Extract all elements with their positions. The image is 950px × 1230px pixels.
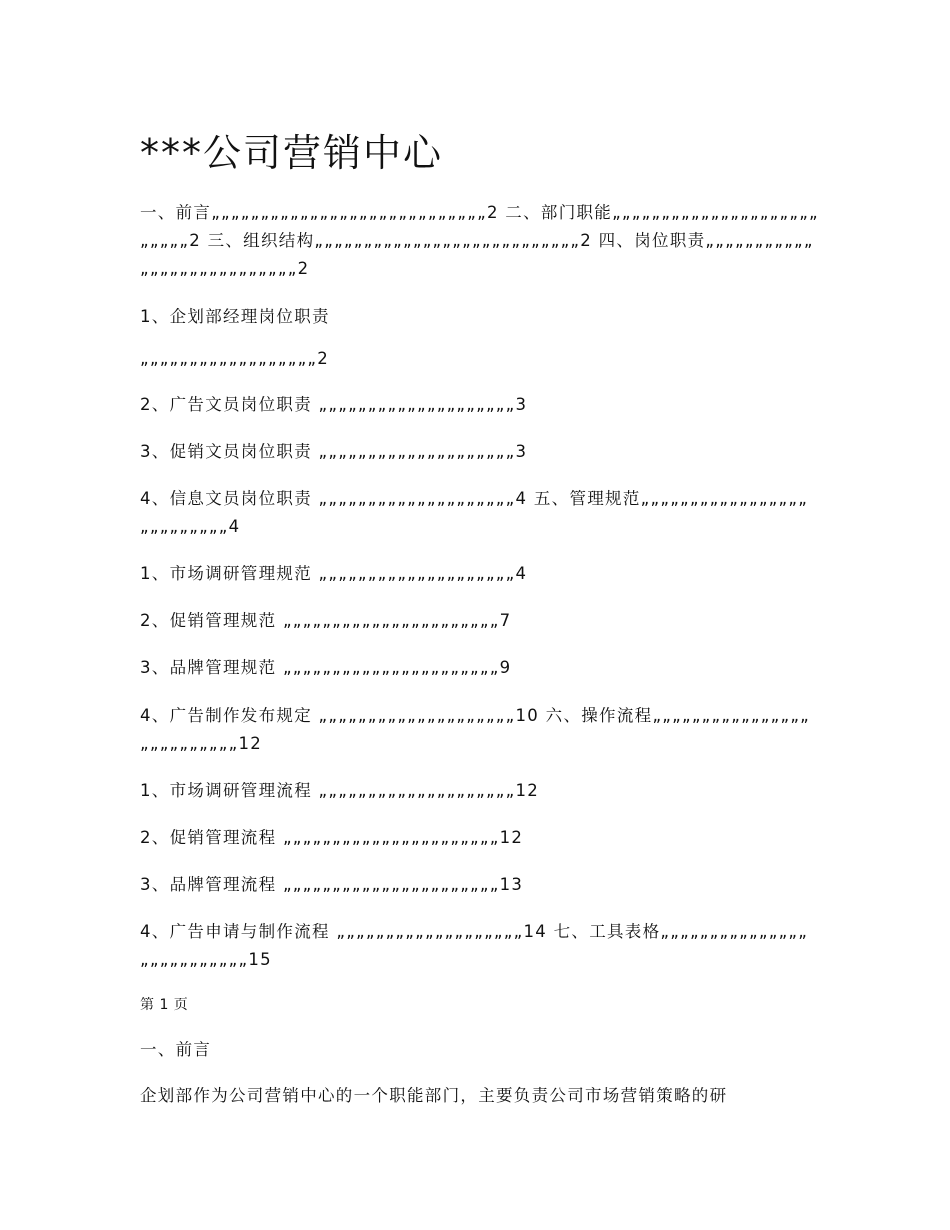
toc-line: 一、前言„„„„„„„„„„„„„„„„„„„„„„„„„„„„2 二、部门职能„„„„„„„„„„„„„„„„„„„„„	[140, 203, 819, 222]
toc-line: 1、市场调研管理流程 „„„„„„„„„„„„„„„„„„„„12	[140, 781, 540, 800]
toc-line: 2、促销管理流程 „„„„„„„„„„„„„„„„„„„„„„12	[140, 828, 524, 847]
page-number: 第 1 页	[140, 997, 189, 1013]
toc-line: 3、品牌管理规范 „„„„„„„„„„„„„„„„„„„„„„9	[140, 658, 512, 677]
toc-line: 1、企划部经理岗位职责	[140, 307, 330, 326]
toc-line: „„„„„„„„„„„„„„„„„„2	[140, 349, 330, 368]
body-paragraph: 企划部作为公司营销中心的一个职能部门，主要负责公司市场营销策略的研	[140, 1086, 728, 1105]
document-title: ***公司营销中心	[140, 131, 444, 175]
toc-line: „„„„„„„„„„„„„„„„2	[140, 259, 310, 278]
toc-line: 4、广告制作发布规定 „„„„„„„„„„„„„„„„„„„„10 六、操作流程„„„„„„„„„„„„„„„„	[140, 706, 811, 725]
toc-line: 4、广告申请与制作流程 „„„„„„„„„„„„„„„„„„„14 七、工具表格„„„„„„„„„„„„„„„	[140, 922, 809, 941]
toc-line: 3、促销文员岗位职责 „„„„„„„„„„„„„„„„„„„„3	[140, 442, 528, 461]
toc-line: 3、品牌管理流程 „„„„„„„„„„„„„„„„„„„„„„13	[140, 875, 524, 894]
toc-line: „„„„„„„„„4	[140, 517, 241, 536]
section-heading: 一、前言	[140, 1040, 212, 1059]
toc-line: „„„„„2 三、组织结构„„„„„„„„„„„„„„„„„„„„„„„„„„„2 四、岗位职责„„„„„„„„„„„	[140, 231, 814, 250]
toc-line: 1、市场调研管理规范 „„„„„„„„„„„„„„„„„„„„4	[140, 564, 528, 583]
toc-line: „„„„„„„„„„12	[140, 734, 263, 753]
toc-line: 2、促销管理规范 „„„„„„„„„„„„„„„„„„„„„„7	[140, 611, 512, 630]
toc-line: 2、广告文员岗位职责 „„„„„„„„„„„„„„„„„„„„3	[140, 395, 528, 414]
toc-line: „„„„„„„„„„„15	[140, 950, 272, 969]
toc-line: 4、信息文员岗位职责 „„„„„„„„„„„„„„„„„„„„4 五、管理规范„„„„„„„„„„„„„„„„„	[140, 489, 809, 508]
